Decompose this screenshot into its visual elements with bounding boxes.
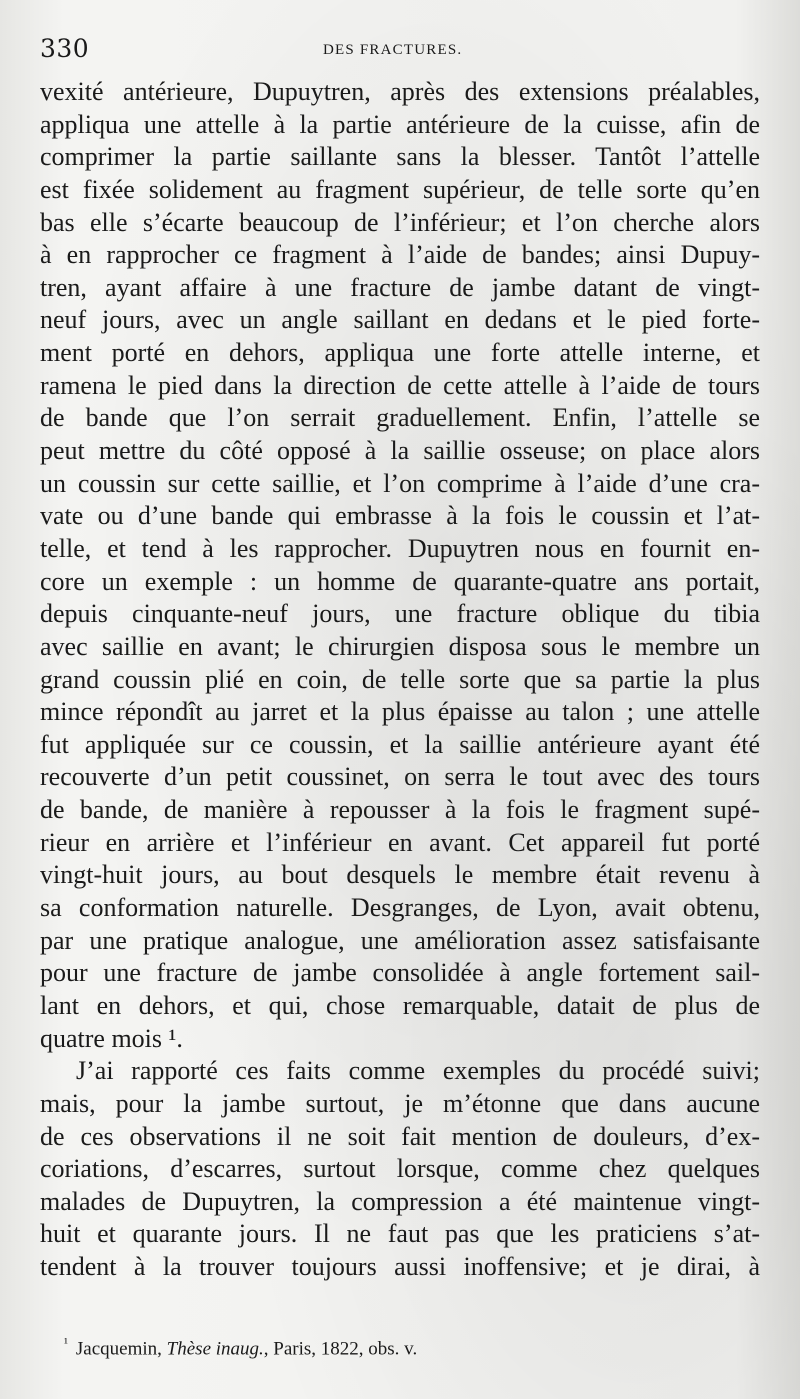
text-line: tren, ayant affaire à une fracture de jambe datant de vingt- [40, 272, 760, 302]
text-line: mais, pour la jambe surtout, je m’étonne que dans aucune [40, 1088, 760, 1118]
text-line: coriations, d’escarres, surtout lorsque, comme chez quelques [40, 1154, 760, 1184]
running-title: DES FRACTURES. [323, 42, 463, 58]
text-line: vingt-huit jours, au bout desquels le membre était revenu à [40, 860, 760, 890]
text-line: un coussin sur cette saillie, et l’on comprime à l’aide d’une cra- [40, 468, 760, 498]
text-line: core un exemple : un homme de quarante-quatre ans portait, [40, 566, 760, 596]
text-line: recouverte d’un petit coussinet, on serra le tout avec des tours [40, 762, 760, 792]
body-text [40, 76, 760, 1284]
text-line: de bande, de manière à repousser à la fois le fragment supé- [40, 795, 760, 825]
text-line: lant en dehors, et qui, chose remarquable, datait de plus de [40, 990, 760, 1020]
text-line: ramena le pied dans la direction de cette attelle à l’aide de tours [40, 370, 760, 400]
text-line: vate ou d’une bande qui embrasse à la fois le coussin et l’at- [40, 501, 760, 531]
footnote-rest: , Paris, 1822, obs. v. [263, 1338, 418, 1360]
page-number: 330 [40, 34, 90, 63]
text-line: à en rapprocher ce fragment à l’aide de bandes; ainsi Dupuy- [40, 240, 760, 270]
text-line: sa conformation naturelle. Desgranges, de Lyon, avait obtenu, [40, 893, 760, 923]
text-line: comprimer la partie saillante sans la blesser. Tantôt l’attelle [40, 142, 760, 172]
text-line: par une pratique analogue, une amélioration assez satisfaisante [40, 925, 760, 955]
text-line: neuf jours, avec un angle saillant en dedans et le pied forte- [40, 305, 760, 335]
footnote [64, 1335, 417, 1360]
text-line: J’ai rapporté ces faits comme exemples du procédé suivi; [76, 1056, 760, 1086]
text-line: mince répondît au jarret et la plus épaisse au talon ; une attelle [40, 697, 760, 727]
text-line: vexité antérieure, Dupuytren, après des extensions préalables, [40, 77, 760, 106]
text-line: avec saillie en avant; le chirurgien disposa sous le membre un [40, 631, 760, 661]
text-line: fut appliquée sur ce coussin, et la saillie antérieure ayant été [40, 729, 760, 759]
footnote-author: Jacquemin, [75, 1338, 162, 1360]
text-line: bas elle s’écarte beaucoup de l’inférieur; et l’on cherche alors [40, 207, 760, 237]
text-line: appliqua une attelle à la partie antérieure de la cuisse, afin de [40, 109, 760, 139]
paragraph-2 [40, 1055, 760, 1283]
text-line: ment porté en dehors, appliqua une forte attelle interne, et [40, 338, 760, 368]
text-line: depuis cinquante-neuf jours, une fracture oblique du tibia [40, 599, 760, 629]
text-line: malades de Dupuytren, la compression a été maintenue vingt- [40, 1186, 760, 1216]
text-line: grand coussin plié en coin, de telle sorte que sa partie la plus [40, 664, 760, 694]
text-line: pour une fracture de jambe consolidée à angle fortement sail- [40, 958, 760, 988]
text-line: quatre mois ¹. [40, 1023, 183, 1053]
paragraph-1 [40, 76, 760, 1055]
text-line: peut mettre du côté opposé à la saillie osseuse; on place alors [40, 436, 760, 466]
text-line: rieur en arrière et l’inférieur en avant. Cet appareil fut porté [40, 827, 760, 857]
text-line: est fixée solidement au fragment supérieur, de telle sorte qu’en [40, 174, 760, 204]
footnote-marker: ¹ [64, 1335, 68, 1350]
text-line: de ces observations il ne soit fait mention de douleurs, d’ex- [40, 1121, 760, 1151]
text-line: de bande que l’on serrait graduellement. Enfin, l’attelle se [40, 403, 760, 433]
footnote-title: Thèse inaug. [166, 1338, 264, 1360]
text-line: telle, et tend à les rapprocher. Dupuytren nous en fournit en- [40, 533, 760, 563]
text-line: huit et quarante jours. Il ne faut pas que les praticiens s’at- [40, 1219, 760, 1249]
running-head [40, 34, 770, 68]
text-line: tendent à la trouver toujours aussi inoffensive; et je dirai, à [40, 1252, 760, 1282]
